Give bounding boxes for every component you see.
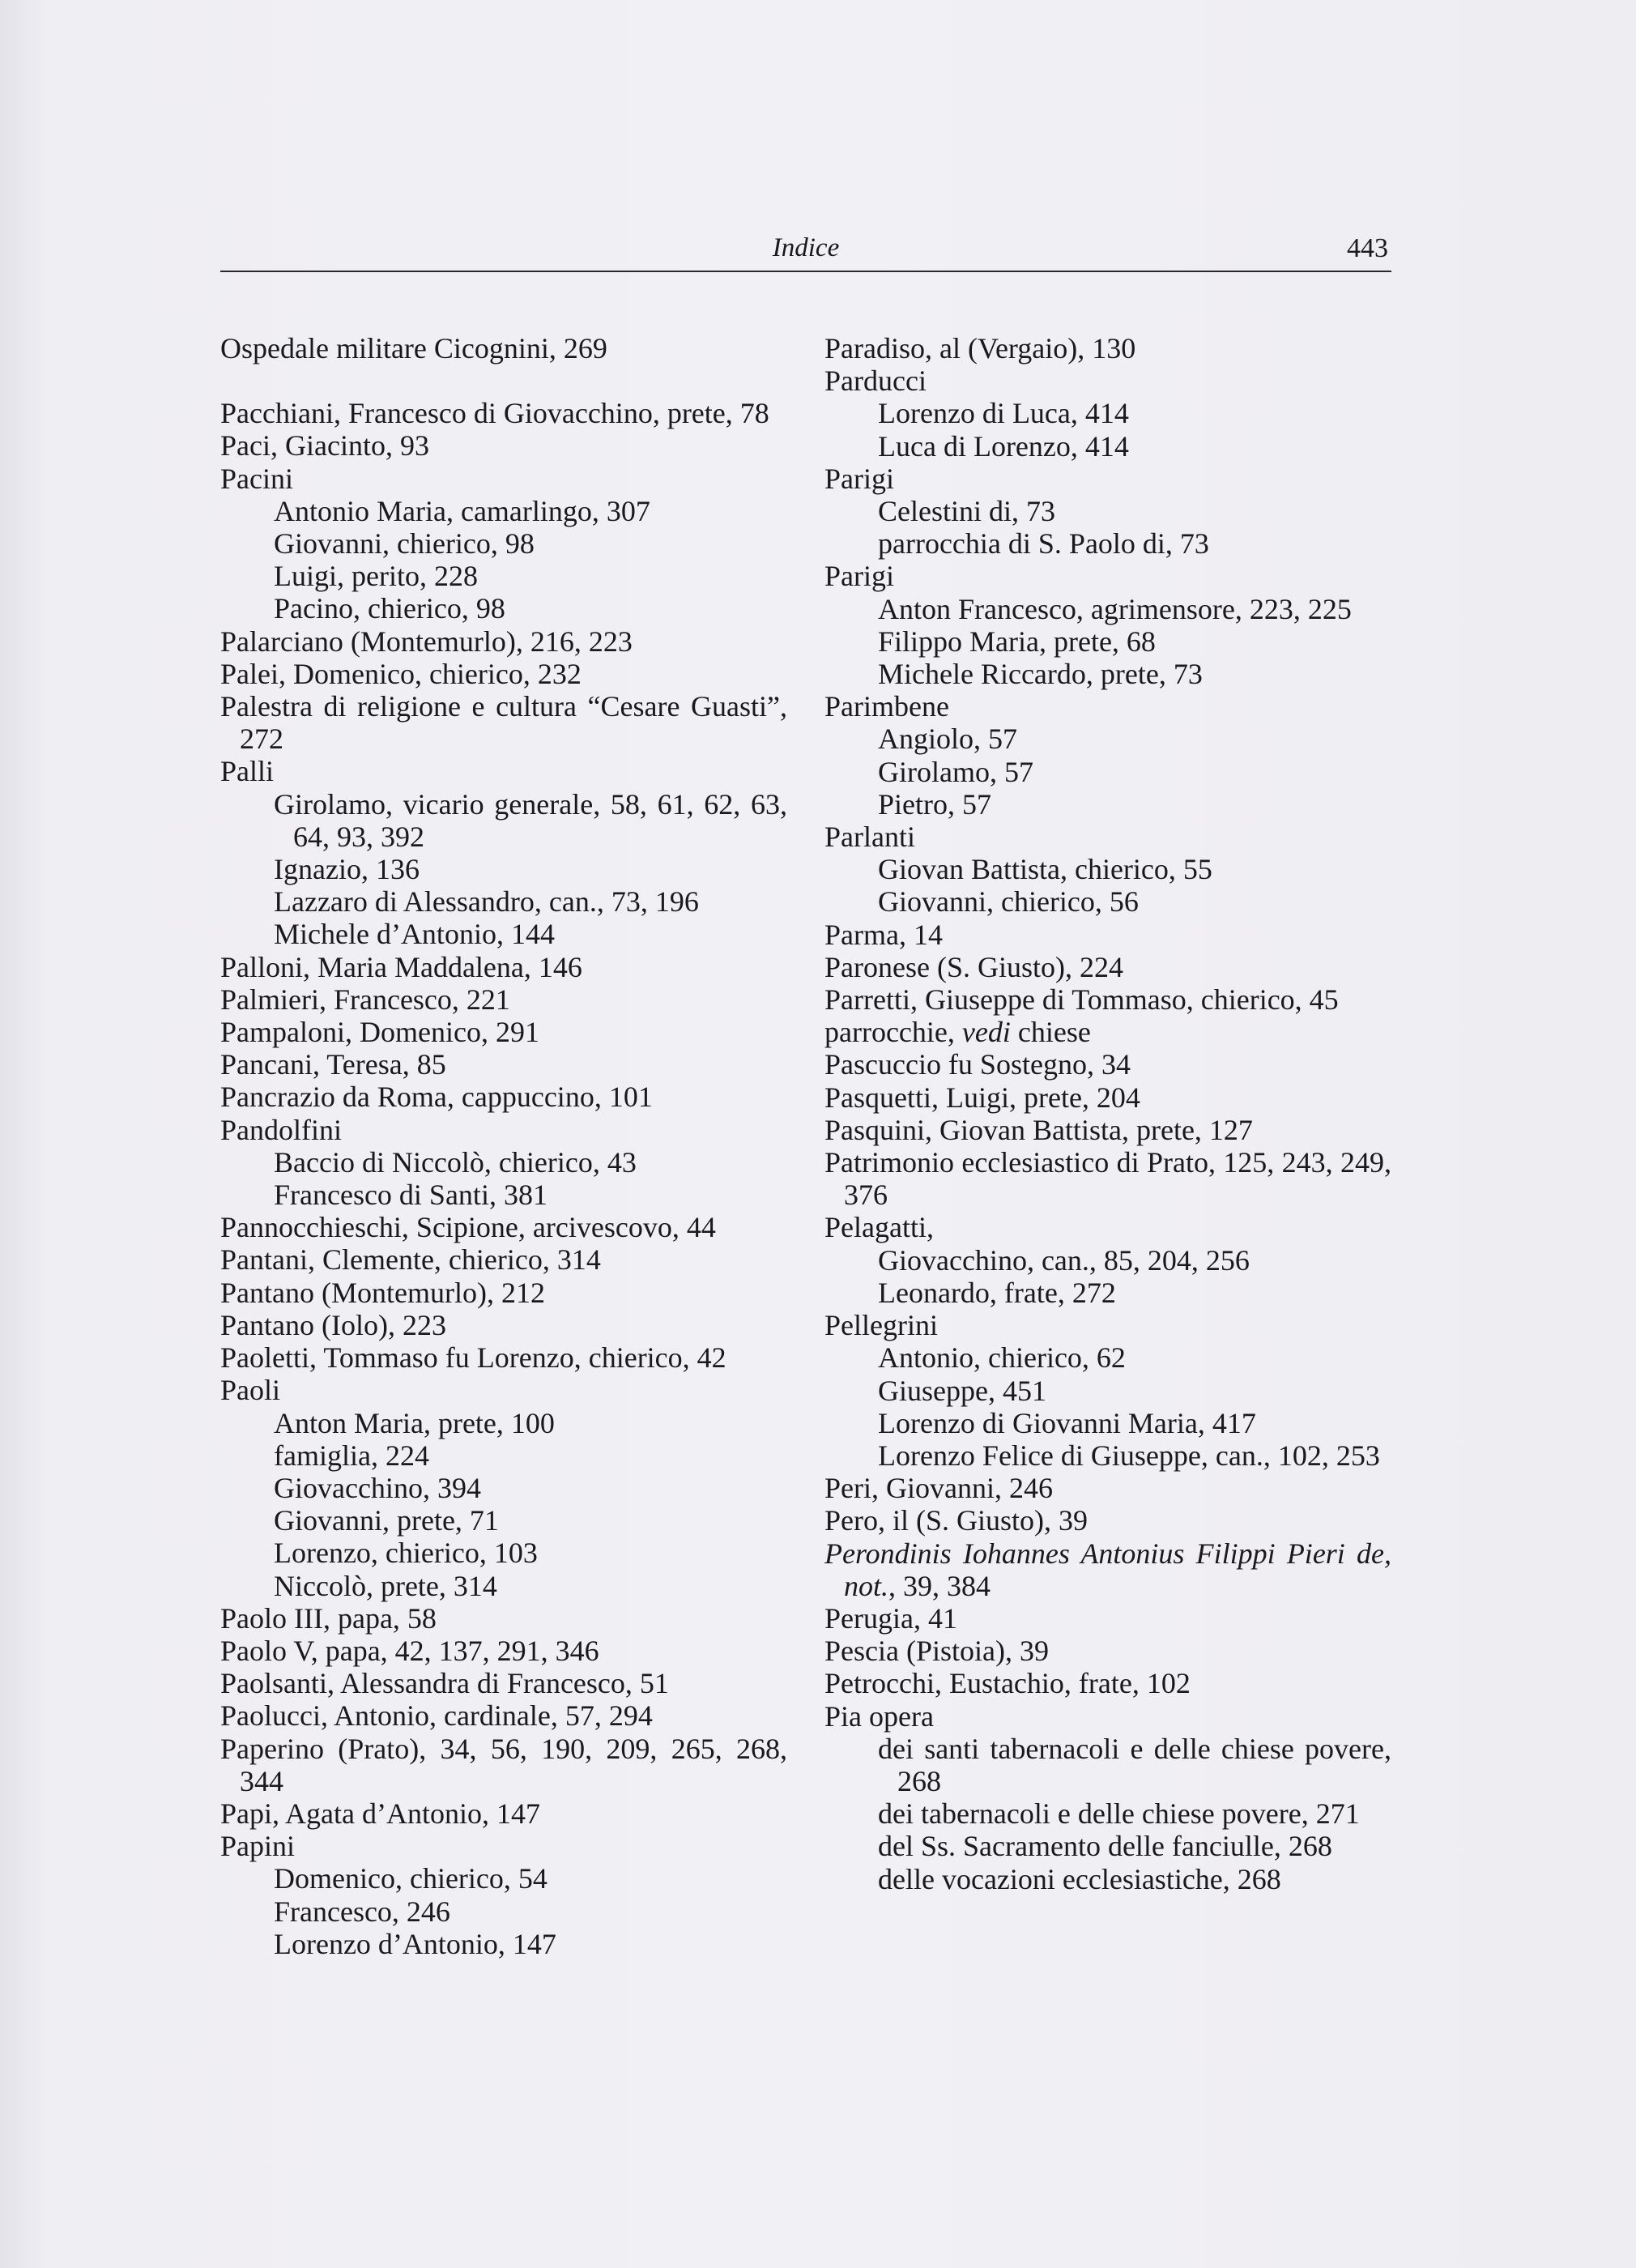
index-entry: Pescia (Pistoia), 39 [824,1635,1049,1668]
index-entry: Parretti, Giuseppe di Tommaso, chierico, 45 [824,983,1339,1017]
index-entry: Papini [220,1830,296,1863]
index-entry: Pantani, Clemente, chierico, 314 [220,1243,601,1277]
index-entry: Paradiso, al (Vergaio), 130 [824,332,1136,364]
index-entry: Perugia, 41 [824,1601,957,1635]
index-subentry: Giuseppe, 451 [878,1374,1046,1407]
index-subentry: Luca di Lorenzo, 414 [878,429,1129,463]
index-subentry: Antonio Maria, camarlingo, 307 [274,494,650,527]
index-subentry: Girolamo, 57 [878,755,1033,788]
index-subentry: Lazzaro di Alessandro, can., 73, 196 [274,885,699,919]
index-entry: Palestra di religione e cultura “Cesare Guasti”, 272 [220,690,787,756]
index-subentry: parrocchia di S. Paolo di, 73 [878,527,1209,561]
index-subentry: famiglia, 224 [274,1439,429,1472]
index-column-left [220,332,787,1960]
index-subentry: Leonardo, frate, 272 [878,1276,1116,1309]
index-subentry: Antonio, chierico, 62 [878,1341,1126,1375]
index-entry: Pacchiani, Francesco di Giovacchino, prete, 78 [220,397,769,430]
index-entry: Paci, Giacinto, 93 [220,429,429,463]
index-subentry: Giovacchino, 394 [274,1471,481,1504]
index-entry: Parigi [824,560,894,593]
index-subentry: Anton Francesco, agrimensore, 223, 225 [878,592,1352,625]
index-entry: Paoletti, Tommaso fu Lorenzo, chierico, 42 [220,1341,726,1375]
index-entry: Paolsanti, Alessandra di Francesco, 51 [220,1667,669,1700]
index-entry: Pero, il (S. Giusto), 39 [824,1504,1089,1537]
index-subentry: Lorenzo, chierico, 103 [274,1537,538,1570]
index-entry: Pampaloni, Domenico, 291 [220,1016,539,1049]
index-entry: Ospedale militare Cicognini, 269 [220,332,607,364]
index-entry: Pelagatti, [824,1211,934,1244]
index-entry: Parimbene [824,690,949,723]
index-subentry: Lorenzo d’Antonio, 147 [274,1927,556,1960]
index-entry: Paolo V, papa, 42, 137, 291, 346 [220,1634,599,1667]
index-subentry: Anton Maria, prete, 100 [274,1406,555,1439]
index-subentry: delle vocazioni ecclesiastiche, 268 [878,1862,1281,1895]
index-subentry: Pacino, chierico, 98 [274,592,505,625]
index-subentry: Michele d’Antonio, 144 [274,918,555,951]
index-entry: Pasquini, Giovan Battista, prete, 127 [824,1113,1253,1146]
index-subentry: Lorenzo di Giovanni Maria, 417 [878,1406,1256,1439]
index-entry: Palarciano (Montemurlo), 216, 223 [220,625,633,658]
index-subentry: Giovan Battista, chierico, 55 [878,853,1212,886]
index-subentry: Domenico, chierico, 54 [274,1862,547,1895]
index-subentry: del Ss. Sacramento delle fanciulle, 268 [878,1830,1332,1863]
index-entry: Parducci [824,364,927,398]
index-subentry: Girolamo, vicario generale, 58, 61, 62, 63, 64, 93, 392 [274,787,787,853]
index-entry: Paolo III, papa, 58 [220,1601,437,1635]
index-entry: Parigi [824,462,894,495]
index-column-right [824,332,1391,1895]
index-subentry: Giovanni, chierico, 56 [878,885,1139,919]
cross-reference-word: vedi [961,1016,1011,1049]
index-entry: Pantano (Montemurlo), 212 [220,1276,545,1309]
index-subentry: Luigi, perito, 228 [274,560,478,593]
index-subentry: Francesco di Santi, 381 [274,1179,547,1212]
index-entry: Pandolfini [220,1113,342,1146]
index-entry: Patrimonio ecclesiastico di Prato, 125, 243, 249, 376 [824,1146,1391,1212]
index-entry: Paolucci, Antonio, cardinale, 57, 294 [220,1699,653,1733]
index-entry: Pannocchieschi, Scipione, arcivescovo, 44 [220,1211,716,1244]
cross-reference-target: chiese [1010,1016,1091,1049]
running-header [220,230,1391,272]
index-entry: Papi, Agata d’Antonio, 147 [220,1797,540,1830]
index-subentry: Giovacchino, can., 85, 204, 256 [878,1243,1250,1277]
header-rule [220,271,1391,272]
index-entry: Pacini [220,462,293,495]
index-entry-pages: , 39, 384 [888,1569,991,1602]
index-subentry: Lorenzo Felice di Giuseppe, can., 102, 253 [878,1439,1380,1472]
index-entry [824,1537,1391,1602]
page-number: 443 [1347,233,1388,263]
index-entry: Pantano (Iolo), 223 [220,1308,446,1341]
index-subentry: Baccio di Niccolò, chierico, 43 [274,1145,637,1179]
index-entry: Parma, 14 [824,918,943,951]
index-subentry: Giovanni, chierico, 98 [274,527,535,561]
index-subentry: Giovanni, prete, 71 [274,1504,499,1537]
index-entry: Pellegrini [824,1309,938,1342]
index-entry: Pasquetti, Luigi, prete, 204 [824,1081,1140,1114]
index-entry: Pancani, Teresa, 85 [220,1048,446,1081]
index-entry-text: parrocchie, [824,1016,962,1049]
index-entry [824,1016,1391,1048]
index-entry-italic-text: Perondinis Iohannes Antonius Filippi Pieri de, not. [824,1537,1391,1602]
index-subentry: Ignazio, 136 [274,853,420,886]
index-entry: Parlanti [824,821,915,854]
index-subentry: Pietro, 57 [878,787,991,821]
index-entry: Pia opera [824,1699,934,1733]
index-entry: Paronese (S. Giusto), 224 [824,950,1123,983]
index-subentry: Lorenzo di Luca, 414 [878,397,1129,430]
index-subentry: Niccolò, prete, 314 [274,1569,497,1602]
index-entry: Pancrazio da Roma, cappuccino, 101 [220,1081,653,1114]
index-subentry: Angiolo, 57 [878,723,1018,756]
index-entry: Palli [220,755,275,788]
index-entry: Petrocchi, Eustachio, frate, 102 [824,1667,1191,1700]
index-entry: Palloni, Maria Maddalena, 146 [220,950,582,983]
index-entry: Peri, Giovanni, 246 [824,1472,1053,1505]
index-subentry: dei santi tabernacoli e delle chiese povere, 268 [878,1732,1391,1797]
index-subentry: Francesco, 246 [274,1895,450,1928]
index-entry: Paperino (Prato), 34, 56, 190, 209, 265, 268, 344 [220,1732,787,1797]
index-subentry: Celestini di, 73 [878,495,1055,528]
index-subentry: Michele Riccardo, prete, 73 [878,658,1203,691]
index-entry: Paoli [220,1374,281,1407]
index-subentry: Filippo Maria, prete, 68 [878,625,1156,658]
index-entry: Palmieri, Francesco, 221 [220,983,510,1016]
index-entry: Pascuccio fu Sostegno, 34 [824,1048,1131,1081]
running-title: Indice [772,233,840,262]
index-subentry: dei tabernacoli e delle chiese povere, 271 [878,1797,1360,1831]
index-entry: Palei, Domenico, chierico, 232 [220,657,582,690]
